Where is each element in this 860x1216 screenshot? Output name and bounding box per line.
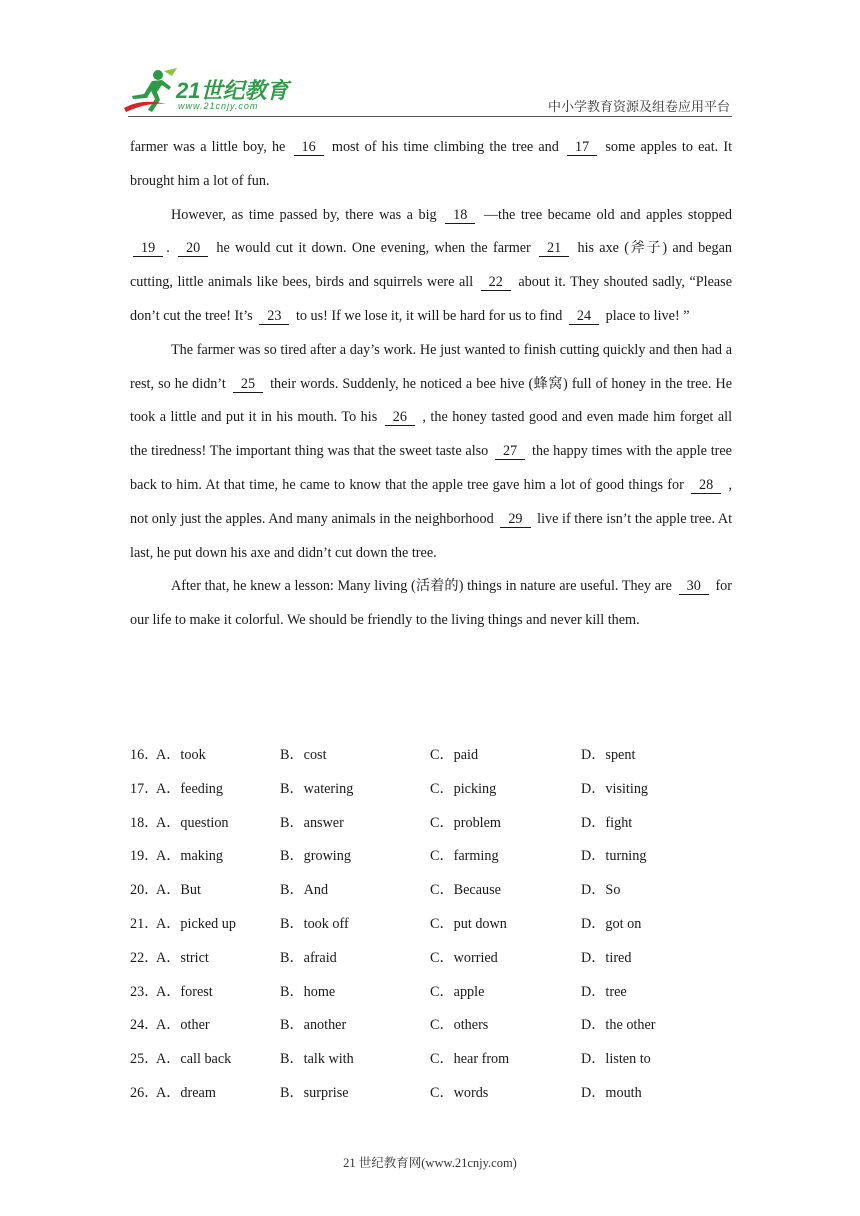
blank-24: 24	[569, 309, 599, 325]
blank-28: 28	[691, 478, 721, 494]
question-number: 16．	[130, 747, 159, 763]
question-row	[130, 874, 732, 908]
header-divider	[128, 116, 732, 117]
question-row	[130, 1077, 732, 1111]
question-row	[130, 807, 732, 841]
option-d: D．mouth	[581, 1084, 642, 1101]
passage-text: about it. They shouted sadly, “Please don’t cut the tree! It’s	[130, 274, 732, 324]
question-number: 26．	[130, 1084, 159, 1101]
option-a: A．call back	[156, 1051, 232, 1068]
passage	[130, 131, 732, 638]
paragraph-2	[130, 199, 732, 334]
option-d: D．So	[581, 882, 621, 899]
question-number: 22．	[130, 949, 159, 966]
passage-text: his axe (斧子) and began cutting, little animals like bees, birds and squirrels were all	[130, 240, 732, 291]
option-b: B．And	[280, 882, 329, 899]
option-c: C．problem	[430, 814, 501, 831]
blank-20: 20	[178, 241, 208, 257]
blank-22: 22	[481, 275, 511, 291]
question-number: 19．	[130, 848, 159, 865]
option-d: D．visiting	[581, 780, 649, 797]
question-number: 20．	[130, 882, 159, 899]
option-a: A．dream	[156, 1084, 216, 1101]
option-d: D．tree	[581, 983, 627, 1000]
option-d: D．listen to	[581, 1051, 651, 1068]
question-number: 17．	[130, 780, 159, 797]
page-header	[0, 0, 860, 125]
option-c: C．others	[430, 1017, 489, 1034]
question-row	[130, 942, 732, 976]
blank-27: 27	[495, 444, 525, 460]
blank-30: 30	[679, 579, 709, 595]
blank-17: 17	[567, 140, 597, 156]
logo-text: 21世纪教育	[176, 78, 289, 103]
option-b: B．talk with	[280, 1051, 354, 1068]
option-c: C．apple	[430, 983, 485, 1000]
question-row	[130, 1043, 732, 1077]
option-b: B．cost	[280, 747, 327, 763]
answer-options	[130, 739, 732, 1111]
blank-18: 18	[445, 208, 475, 224]
paragraph-1	[130, 131, 732, 199]
paragraph-4	[130, 570, 732, 638]
logo-url: www.21cnjy.com	[178, 101, 259, 111]
option-a: A．But	[156, 882, 201, 899]
option-b: B．watering	[280, 780, 354, 797]
option-a: A．making	[156, 848, 223, 865]
header-slogan: 中小学教育资源及组卷应用平台	[547, 100, 730, 115]
option-c: C．put down	[430, 915, 507, 932]
passage-text: for our life to make it colorful. We should be friendly to the living things and never kill them.	[130, 578, 732, 629]
page-footer: 21 世纪教育网(www.21cnjy.com)	[343, 1156, 517, 1170]
blank-16: 16	[294, 140, 324, 156]
question-row	[130, 739, 732, 773]
option-a: A．question	[156, 814, 229, 831]
option-a: A．feeding	[156, 780, 223, 797]
option-d: D．spent	[581, 747, 636, 763]
option-c: C．hear from	[430, 1051, 510, 1068]
passage-text: most of his time climbing the tree and	[331, 139, 559, 155]
passage-text: However, as time passed by, there was a big	[171, 206, 437, 223]
option-c: C．paid	[430, 747, 479, 763]
blank-21: 21	[539, 241, 569, 257]
option-b: B．home	[280, 983, 336, 1000]
question-row	[130, 773, 732, 807]
question-row	[130, 976, 732, 1010]
question-number: 24．	[130, 1017, 159, 1034]
blank-23: 23	[259, 309, 289, 325]
option-a: A．took	[156, 747, 206, 763]
option-b: B．answer	[280, 814, 344, 831]
option-b: B．took off	[280, 915, 349, 932]
question-row	[130, 908, 732, 942]
option-c: C．farming	[430, 848, 499, 865]
passage-text: place to live! ”	[605, 307, 690, 324]
option-a: A．other	[156, 1017, 210, 1034]
question-row	[130, 1009, 732, 1043]
passage-text: After that, he knew a lesson: Many living (活着的) things in nature are useful. They are	[171, 578, 672, 595]
option-b: B．afraid	[280, 949, 337, 966]
question-number: 23．	[130, 983, 159, 1000]
question-number: 18．	[130, 814, 159, 831]
question-number: 21．	[130, 915, 159, 932]
passage-text: he would cut it down. One evening, when the farmer	[216, 240, 531, 257]
option-a: A．strict	[156, 949, 209, 966]
option-d: D．tired	[581, 949, 632, 966]
option-d: D．turning	[581, 848, 647, 865]
runner-icon	[122, 68, 182, 114]
passage-text: live if there isn’t the apple tree. At last, he put down his axe and didn’t cut down the tree.	[130, 510, 733, 561]
question-number: 25．	[130, 1051, 159, 1068]
blank-25: 25	[233, 377, 263, 393]
option-b: B．growing	[280, 848, 351, 865]
passage-text: The farmer was so tired after a day’s work. He just wanted to finish cutting quickly and then had a rest, so he didn’t	[130, 341, 732, 392]
option-d: D．fight	[581, 814, 633, 831]
option-d: D．the other	[581, 1017, 656, 1034]
option-c: C．picking	[430, 780, 497, 797]
logo	[122, 68, 292, 114]
passage-text: , the honey tasted good and even made him forget all the tiredness! The important thing was that the sweet taste also	[130, 409, 733, 460]
option-c: C．Because	[430, 882, 501, 899]
blank-29: 29	[500, 512, 530, 528]
passage-text: the happy times with the apple tree back to him. At that time, he came to know that the apple tree gave him a lot of good things for	[130, 443, 732, 493]
passage-text: .	[166, 240, 170, 257]
paragraph-3	[130, 334, 732, 571]
passage-text: , not only just the apples. And many animals in the neighborhood	[130, 476, 732, 527]
question-row	[130, 840, 732, 874]
passage-text: farmer was a little boy, he	[130, 139, 286, 155]
option-a: A．picked up	[156, 915, 236, 932]
option-c: C．words	[430, 1084, 489, 1101]
passage-text: —the tree became old and apples stopped	[483, 206, 733, 223]
option-b: B．surprise	[280, 1084, 349, 1101]
blank-26: 26	[385, 410, 415, 426]
passage-text: to us! If we lose it, it will be hard for us to find	[295, 307, 563, 324]
option-d: D．got on	[581, 915, 642, 932]
blank-19: 19	[133, 241, 163, 257]
passage-text: some apples to eat. It brought him a lot of fun.	[130, 139, 733, 189]
option-c: C．worried	[430, 949, 498, 966]
option-a: A．forest	[156, 983, 213, 1000]
passage-text: their words. Suddenly, he noticed a bee hive (蜂窝) full of honey in the tree. He took a little and put it in his mouth. To his	[130, 375, 733, 426]
option-b: B．another	[280, 1017, 347, 1034]
